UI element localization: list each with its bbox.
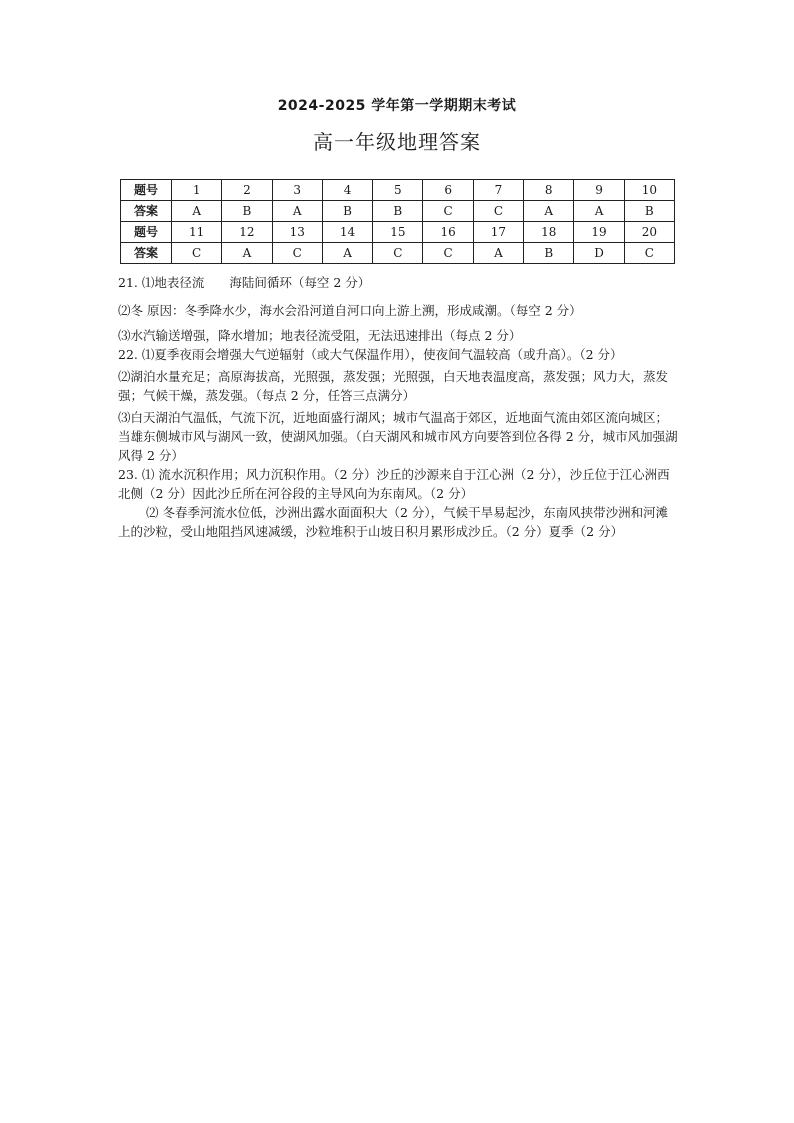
table-cell: 8 xyxy=(524,180,574,201)
table-cell: C xyxy=(423,201,473,222)
answer-22-2: ⑵湖泊水量充足；高原海拔高，光照强，蒸发强；光照强，白天地表温度高，蒸发强；风力大，蒸发强；气候干燥，蒸发强。（每点 2 分，任答三点满分） xyxy=(118,369,669,403)
table-cell: C xyxy=(172,243,222,264)
table-cell: A xyxy=(473,243,523,264)
answer-21-1: 21. ⑴地表径流 海陆间循环（每空 2 分） xyxy=(118,275,371,290)
answer-table-row xyxy=(121,180,675,201)
answer-table-row xyxy=(121,201,675,222)
table-cell: 4 xyxy=(322,180,372,201)
table-cell: B xyxy=(222,201,272,222)
table-cell: C xyxy=(624,243,674,264)
answer-sheet-title: 高一年级地理答案 xyxy=(313,130,481,154)
answer-22-1: 22. ⑴夏季夜雨会增强大气逆辐射（或大气保温作用），使夜间气温较高（或升高）。（2 分） xyxy=(118,347,623,362)
table-cell: A xyxy=(574,201,624,222)
row-header-cell: 答案 xyxy=(121,201,172,222)
table-cell: A xyxy=(524,201,574,222)
table-cell: A xyxy=(172,201,222,222)
exam-title: 2024-2025 学年第一学期期末考试 xyxy=(277,98,517,114)
table-cell: D xyxy=(574,243,624,264)
answers-body xyxy=(118,273,678,541)
table-cell: 9 xyxy=(574,180,624,201)
answer-21-3: ⑶水汽输送增强，降水增加；地表径流受阻，无法迅速排出（每点 2 分） xyxy=(118,328,522,343)
table-cell: 16 xyxy=(423,222,473,243)
row-header-cell: 答案 xyxy=(121,243,172,264)
table-cell: B xyxy=(624,201,674,222)
table-cell: C xyxy=(423,243,473,264)
table-cell: 10 xyxy=(624,180,674,201)
answer-table-row xyxy=(121,243,675,264)
table-cell: A xyxy=(222,243,272,264)
table-cell: 15 xyxy=(373,222,423,243)
row-header-cell: 题号 xyxy=(121,222,172,243)
table-cell: 13 xyxy=(272,222,322,243)
table-cell: 6 xyxy=(423,180,473,201)
table-cell: C xyxy=(272,243,322,264)
answer-21-2: ⑵冬 原因：冬季降水少，海水会沿河道自河口向上游上溯，形成咸潮。（每空 2 分） xyxy=(118,303,582,318)
table-cell: 11 xyxy=(172,222,222,243)
table-cell: B xyxy=(524,243,574,264)
table-cell: 14 xyxy=(322,222,372,243)
answer-22-3: ⑶白天湖泊气温低，气流下沉，近地面盛行湖风；城市气温高于郊区，近地面气流由郊区流向城区；当雄东侧城市风与湖风一致，使湖风加强。（白天湖风和城市风方向要答到位各得 2 分，城市风加强湖风得 2 分） xyxy=(118,410,678,463)
table-cell: 12 xyxy=(222,222,272,243)
table-cell: C xyxy=(373,243,423,264)
table-cell: 7 xyxy=(473,180,523,201)
answer-table-row xyxy=(121,222,675,243)
table-cell: 18 xyxy=(524,222,574,243)
table-cell: C xyxy=(473,201,523,222)
table-cell: A xyxy=(322,243,372,264)
table-cell: 5 xyxy=(373,180,423,201)
table-cell: 1 xyxy=(172,180,222,201)
table-cell: 19 xyxy=(574,222,624,243)
table-cell: A xyxy=(272,201,322,222)
answer-table xyxy=(120,179,675,264)
table-cell: 20 xyxy=(624,222,674,243)
table-cell: B xyxy=(322,201,372,222)
table-cell: 3 xyxy=(272,180,322,201)
row-header-cell: 题号 xyxy=(121,180,172,201)
table-cell: 17 xyxy=(473,222,523,243)
answer-23-1: 23. ⑴ 流水沉积作用；风力沉积作用。（2 分）沙丘的沙源来自于江心洲（2 分），沙丘位于江心洲西北侧（2 分）因此沙丘所在河谷段的主导风向为东南风。（2 分） xyxy=(118,467,670,501)
table-cell: 2 xyxy=(222,180,272,201)
answer-23-2: ⑵ 冬春季河流水位低，沙洲出露水面面积大（2 分），气候干旱易起沙，东南风挟带沙洲和河滩上的沙粒，受山地阻挡风速减缓，沙粒堆积于山坡日积月累形成沙丘。（2 分）夏季（2 分） xyxy=(118,505,669,539)
table-cell: B xyxy=(373,201,423,222)
